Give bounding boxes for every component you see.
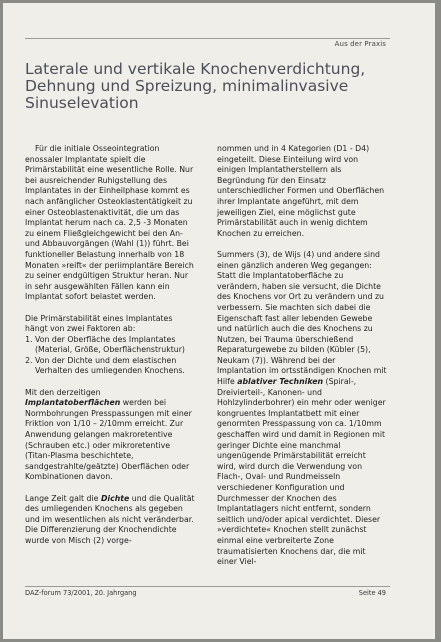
- list-item: 1. Von der Oberfläche des Implantates (Material, Größe, Oberflächenstruktur): [35, 335, 195, 356]
- paragraph: Die Primärstabilität eines Implantates hängt von zwei Faktoren ab:: [25, 313, 173, 334]
- right-column: [217, 144, 387, 578]
- article-title: Laterale und vertikale Knochenverdichtung, Dehnung und Spreizung, minimalinvasive Sinuselevation: [25, 60, 366, 112]
- list-item: 2. Von der Dichte und dem elastischen Verhalten des umliegenden Knochens.: [35, 356, 195, 377]
- paragraph: nommen und in 4 Kategorien (D1 - D4) eingeteilt. Diese Einteilung wird von einigen Implantatherstellern als Begründung für den Einsatz unterschiedlicher Formen und Oberflächen ihrer Implantate angeführt, mit dem jeweiligen Ziel, eine möglichst gute Primärstabilität auch in wenig dichtem Knochen zu erreichen.: [217, 144, 385, 238]
- header-rule: [25, 38, 390, 39]
- document-page: [3, 3, 435, 639]
- paragraph: Lange Zeit galt die Dichte und die Qualität des umliegenden Knochens als gegeben und im wesentlichen als nicht veränderbar. Die Differenzierung der Knochendichte wurde von Misch (2) vorge-: [25, 493, 195, 545]
- emphasis: ablativer Techniken: [237, 377, 324, 387]
- footer-page-number: Seite 49: [358, 589, 386, 597]
- left-column: [25, 144, 195, 557]
- section-label: Aus der Praxis: [334, 40, 386, 48]
- footer-journal: DAZ-forum 73/2001, 20. Jahrgang: [25, 589, 137, 597]
- factor-list: [25, 335, 195, 377]
- footer-rule: [25, 586, 390, 587]
- paragraph: Mit den derzeitigen Implantatoberflächen werden bei Normbohrungen Presspassungen mit einer Friktion von 1/10 – 2/10mm erreicht. Zur Anwendung gelangen makroretentive (Schrauben etc.) oder mikroretentive (Titan-Plasma beschichtete, sandgestrahlte/geätzte) Oberflächen oder Kombinationen davon.: [25, 387, 192, 482]
- paragraph: Summers (3), de Wijs (4) und andere sind einen gänzlich anderen Weg gegangen: Statt die Implantatoberfläche zu verändern, haben sie versucht, die Dichte des Knochens vor Ort zu verändern und zu verbessern. Sie machten sich dabei die Eigenschaft fast aller lebenden Gewebe und natürlich auch die des Knochens zu Nutzen, bei Trauma überschießend Reparaturgewebe zu bilden (Kübler (5), Neukam (7)). Während bei der Implantation im ortsständigen Knochen mit Hilfe ablativer Techniken (Spiral-, Dreivierteil-, Kanonen- und Hohlzylinderbohrer) ein mehr oder weniger kongruentes Implantatbett mit einer genormten Presspassung von ca. 1/10mm geschaffen wird und damit in Regionen mit geringer Dichte eine manchmal ungenügende Primärstabilität erreicht wird, wird durch die Verwendung von Flach-, Oval- und Rundmeisseln verschiedener Konfiguration und Durchmesser der Knochen des Implantatlagers nicht entfernt, sondern seitlich und/oder apical verdichtet. Dieser »verdichtete« Knochen stellt zunächst einmal eine verbreiterte Zone traumatisierten Knochens dar, die mit einer Viel-: [217, 249, 387, 567]
- emphasis: Implantatoberflächen: [25, 398, 121, 408]
- paragraph: Für die initiale Osseointegration enossaler Implantate spielt die Primärstabilität eine wesentliche Rolle. Nur bei ausreichender Ruhigstellung des Implantates in der Einheilphase kommt es nach anfänglicher Osteoklastentätigkeit zu einer Osteoblastenaktivität, die um das Implantat herum nach ca. 2,5 -3 Monaten zu einem Fließgleichgewicht bei den An- und Abbauvorgängen (Wahl (1)) führt. Bei funktioneller Belastung innerhalb von 18 Monaten »reift« der periimplantäre Bereich zu seiner endgültigen Struktur heran. Nur in sehr ausgewählten Fällen kann ein Implantat sofort belastet werden.: [25, 144, 194, 302]
- emphasis: Dichte: [100, 493, 130, 503]
